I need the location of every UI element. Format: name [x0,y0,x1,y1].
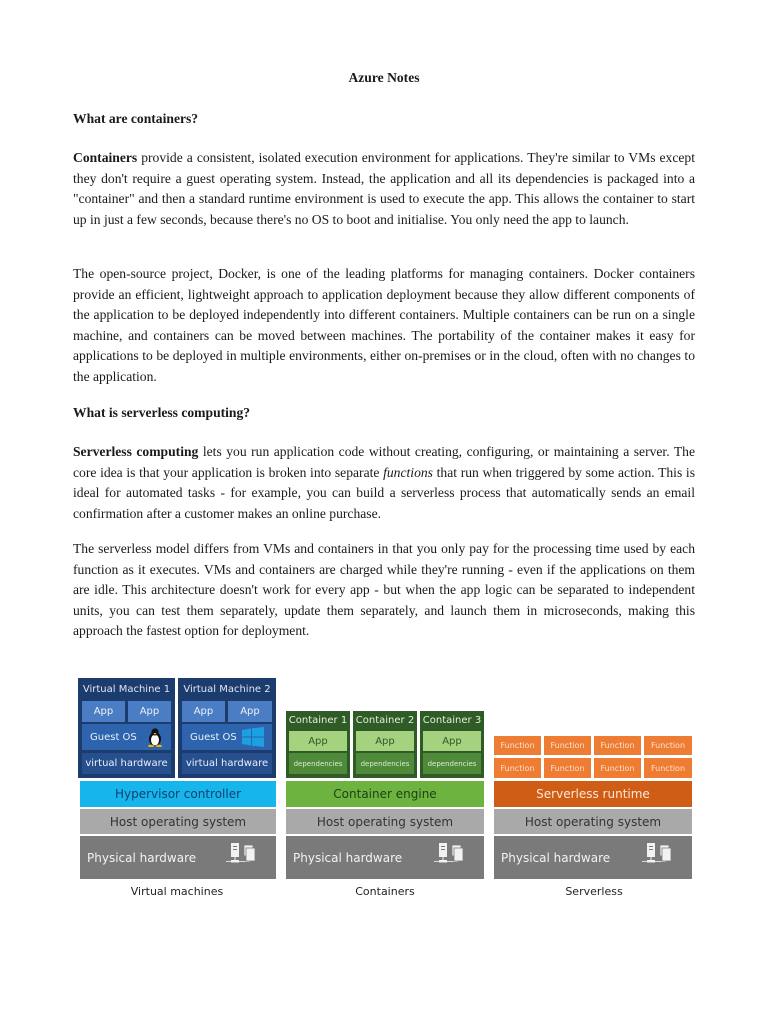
container-title: Container 3 [422,715,482,726]
container-engine-layer: Container engine [286,781,484,807]
function-block: Function [494,736,541,755]
physical-hardware-layer: Physical hardware [286,836,484,879]
virtual-machine-1 [78,678,175,778]
bold-term-serverless: Serverless computing [73,444,199,459]
function-block: Function [644,736,692,755]
server-storage-icon [226,842,260,866]
column-virtual-machines [78,678,276,903]
hypervisor-controller-layer: Hypervisor controller [80,781,276,807]
container-dependencies: dependencies [423,753,481,774]
column-serverless [494,678,694,903]
container-title: Container 1 [288,715,348,726]
virtual-machine-2 [178,678,276,778]
serverless-runtime-layer: Serverless runtime [494,781,692,807]
bold-term-containers: Containers [73,150,138,165]
function-block: Function [544,736,591,755]
vm-guest-os: Guest OS [82,724,171,750]
section-heading-serverless: What is serverless computing? [73,405,251,420]
server-storage-icon [642,842,676,866]
vm-app: App [182,701,225,722]
document-title: Azure Notes [348,70,420,85]
container-dependencies: dependencies [289,753,347,774]
function-block: Function [544,758,591,778]
container-app: App [423,731,481,751]
vm-title: Virtual Machine 1 [82,683,171,695]
linux-penguin-icon [147,727,163,747]
container-3 [420,711,484,778]
caption-serverless: Serverless [565,885,623,898]
host-os-layer: Host operating system [286,809,484,834]
host-os-layer: Host operating system [80,809,276,834]
vm-app: App [228,701,272,722]
function-block: Function [594,758,641,778]
vm-guest-os: Guest OS [182,724,272,750]
vm-app: App [82,701,125,722]
container-app: App [289,731,347,751]
function-block: Function [494,758,541,778]
paragraph-serverless-intro: Serverless computing lets you run application code without creating, configuring, or maintaining a server. The core idea is that your application is broken into separate functions that run when triggered by some action. This is ideal for automated tasks - for example, you can build a serverless process that automatically sends an email confirmation after a customer makes an online purchase. [73,444,696,521]
vm-virtual-hardware: virtual hardware [182,753,272,774]
physical-hardware-layer: Physical hardware [494,836,692,879]
windows-logo-icon [242,727,264,747]
paragraph-containers-intro: Containers provide a consistent, isolated execution environment for applications. They're similar to VMs except they don't require a guest operating system. Instead, the application and all its dependencies is packaged into a "container" and then a standard runtime environment is used to execute the app. This allows the container to start up in just a few seconds, because there's no OS to boot and initialise. You only need the app to launch. [73,150,695,227]
vm-virtual-hardware: virtual hardware [82,753,171,774]
section-heading-containers: What are containers? [73,111,199,126]
italic-term-functions: functions [383,464,433,480]
vm-app: App [128,701,171,722]
container-2 [353,711,417,778]
column-containers [286,678,484,903]
function-block: Function [644,758,692,778]
comparison-diagram [78,678,694,903]
caption-containers: Containers [355,885,415,898]
vm-title: Virtual Machine 2 [183,683,271,695]
host-os-layer: Host operating system [494,809,692,834]
function-block: Function [594,736,641,755]
physical-hardware-layer: Physical hardware [80,836,276,879]
container-dependencies: dependencies [356,753,414,774]
container-1 [286,711,350,778]
paragraph-docker: The open-source project, Docker, is one of the leading platforms for managing containers. Docker containers provide an efficient, lightweight approach to application deployment because they allow different components of the application to be deployed independently into different containers. Multiple containers can be run on a single machine, and containers can be moved between machines. The portability of the container makes it easy for applications to be deployed in multiple environments, either on-premises or in the cloud, often with no changes to the application. [73,266,695,384]
caption-virtual-machines: Virtual machines [130,885,224,898]
paragraph-serverless-pricing: The serverless model differs from VMs and containers in that you only pay for the processing time used by each function as it executes. VMs and containers are charged while they're running - even if the applications on them are idle. This architecture doesn't work for every app - but when the app logic can be separated to independent units, you can test them separately, update them separately, and launch them in microseconds, making this approach the fastest option for deployment. [73,541,695,639]
container-app: App [356,731,414,751]
container-title: Container 2 [355,715,415,726]
server-storage-icon [434,842,468,866]
